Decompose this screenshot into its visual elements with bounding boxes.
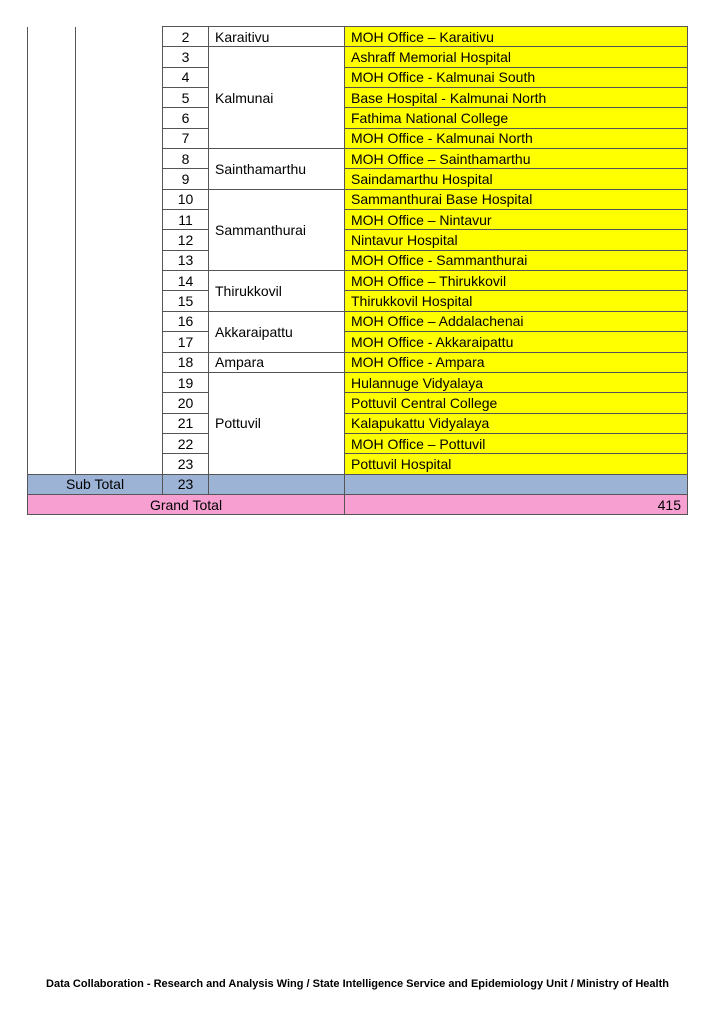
- row-number-cell: 6: [163, 108, 209, 128]
- region-cell: [28, 27, 76, 475]
- location-cell: Nintavur Hospital: [345, 230, 688, 250]
- moh-area-cell: Sainthamarthu: [209, 149, 345, 190]
- moh-area-cell: Pottuvil: [209, 372, 345, 474]
- row-number-cell: 12: [163, 230, 209, 250]
- location-cell: MOH Office – Nintavur: [345, 210, 688, 230]
- location-cell: MOH Office – Addalachenai: [345, 311, 688, 331]
- location-cell: Hulannuge Vidyalaya: [345, 372, 688, 392]
- row-number-cell: 10: [163, 189, 209, 209]
- subtotal-empty-location-cell: [345, 474, 688, 494]
- row-number-cell: 4: [163, 67, 209, 87]
- row-number-cell: 8: [163, 149, 209, 169]
- row-number-cell: 14: [163, 271, 209, 291]
- row-number-cell: 2: [163, 27, 209, 47]
- grand-total-label: Grand Total: [28, 494, 345, 514]
- row-number-cell: 3: [163, 47, 209, 67]
- district-cell: [76, 27, 163, 475]
- subtotal-empty-cell: [209, 474, 345, 494]
- row-number-cell: 19: [163, 372, 209, 392]
- location-cell: MOH Office – Thirukkovil: [345, 271, 688, 291]
- location-cell: MOH Office – Sainthamarthu: [345, 149, 688, 169]
- location-cell: MOH Office - Ampara: [345, 352, 688, 372]
- moh-area-cell: Sammanthurai: [209, 189, 345, 270]
- location-cell: Sammanthurai Base Hospital: [345, 189, 688, 209]
- row-number-cell: 23: [163, 454, 209, 474]
- location-cell: MOH Office – Karaitivu: [345, 27, 688, 47]
- location-cell: Ashraff Memorial Hospital: [345, 47, 688, 67]
- moh-area-cell: Ampara: [209, 352, 345, 372]
- subtotal-row: [28, 474, 688, 494]
- location-cell: Pottuvil Central College: [345, 393, 688, 413]
- moh-area-cell: Karaitivu: [209, 27, 345, 47]
- row-number-cell: 9: [163, 169, 209, 189]
- table-row: [28, 27, 688, 47]
- location-cell: Fathima National College: [345, 108, 688, 128]
- location-cell: Pottuvil Hospital: [345, 454, 688, 474]
- grand-total-row: [28, 494, 688, 514]
- row-number-cell: 21: [163, 413, 209, 433]
- row-number-cell: 22: [163, 433, 209, 453]
- page-footer: Data Collaboration - Research and Analysis Wing / State Intelligence Service and Epidemiology Unit / Ministry of Health: [46, 978, 669, 990]
- location-cell: MOH Office - Akkaraipattu: [345, 332, 688, 352]
- location-cell: Thirukkovil Hospital: [345, 291, 688, 311]
- moh-area-cell: Akkaraipattu: [209, 311, 345, 352]
- location-cell: MOH Office - Sammanthurai: [345, 250, 688, 270]
- grand-total-value: 415: [345, 494, 688, 514]
- location-cell: Kalapukattu Vidyalaya: [345, 413, 688, 433]
- row-number-cell: 5: [163, 88, 209, 108]
- row-number-cell: 16: [163, 311, 209, 331]
- row-number-cell: 7: [163, 128, 209, 148]
- row-number-cell: 13: [163, 250, 209, 270]
- moh-area-cell: Kalmunai: [209, 47, 345, 149]
- row-number-cell: 17: [163, 332, 209, 352]
- row-number-cell: 11: [163, 210, 209, 230]
- location-cell: MOH Office – Pottuvil: [345, 433, 688, 453]
- subtotal-value: 23: [163, 474, 209, 494]
- vaccination-centers-table: [27, 26, 688, 515]
- row-number-cell: 15: [163, 291, 209, 311]
- row-number-cell: 18: [163, 352, 209, 372]
- subtotal-label: Sub Total: [28, 474, 163, 494]
- location-cell: MOH Office - Kalmunai South: [345, 67, 688, 87]
- location-cell: Base Hospital - Kalmunai North: [345, 88, 688, 108]
- row-number-cell: 20: [163, 393, 209, 413]
- location-cell: MOH Office - Kalmunai North: [345, 128, 688, 148]
- location-cell: Saindamarthu Hospital: [345, 169, 688, 189]
- moh-area-cell: Thirukkovil: [209, 271, 345, 312]
